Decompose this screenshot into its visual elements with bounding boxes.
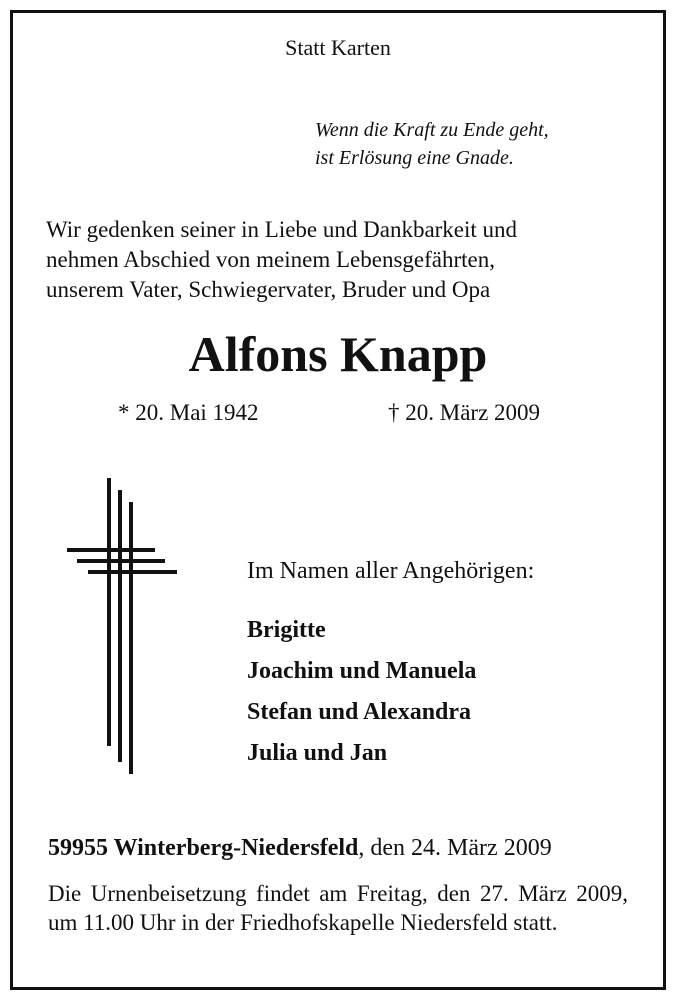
- place-name: 59955 Winterberg-Niedersfeld: [48, 835, 359, 861]
- intro-line: Wir gedenken seiner in Liebe und Dankbarkeit und: [46, 217, 518, 242]
- cross-icon: [60, 476, 185, 776]
- mourner-name: Julia und Jan: [247, 740, 388, 766]
- intro-text: [46, 215, 646, 305]
- mourner-name: Stefan und Alexandra: [247, 699, 472, 725]
- burial-info: Die Urnenbeisetzung findet am Freitag, den 27. März 2009, um 11.00 Uhr in der Friedhofskapelle Niedersfeld statt.: [48, 881, 628, 935]
- header-text: Statt Karten: [285, 35, 391, 60]
- quote-line: Wenn die Kraft zu Ende geht,: [315, 119, 549, 141]
- mourner-name: Brigitte: [247, 617, 326, 643]
- mourner-list: [247, 610, 476, 774]
- notice-date: , den 24. März 2009: [358, 835, 552, 861]
- mourner-name: Joachim und Manuela: [247, 658, 477, 684]
- intro-line: unserem Vater, Schwiegervater, Bruder und Opa: [46, 277, 491, 302]
- quote-line: ist Erlösung eine Gnade.: [315, 147, 514, 169]
- quote: [315, 116, 645, 172]
- intro-line: nehmen Abschied von meinem Lebensgefährten,: [46, 247, 495, 272]
- birth-date: * 20. Mai 1942: [118, 400, 259, 425]
- death-date: † 20. März 2009: [388, 400, 541, 425]
- place-date-line: [48, 835, 552, 862]
- mourners-heading: Im Namen aller Angehörigen:: [247, 558, 535, 584]
- deceased-name: Alfons Knapp: [188, 326, 488, 382]
